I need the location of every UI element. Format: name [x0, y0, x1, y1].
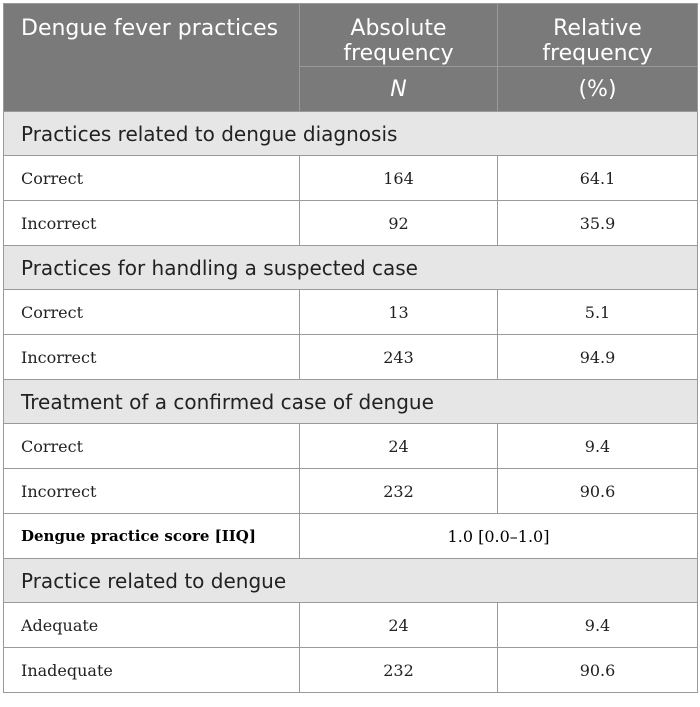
score-row — [4, 514, 698, 559]
row-pct: 64.1 — [498, 156, 698, 201]
row-pct: 9.4 — [498, 603, 698, 648]
table-row — [4, 603, 698, 648]
row-n: 24 — [300, 603, 498, 648]
row-label: Correct — [4, 290, 300, 335]
score-label: Dengue practice score [IIQ] — [4, 514, 300, 559]
header-percent: (%) — [498, 67, 698, 112]
row-n: 164 — [300, 156, 498, 201]
row-pct: 94.9 — [498, 335, 698, 380]
row-n: 13 — [300, 290, 498, 335]
header-n: N — [300, 67, 498, 112]
row-pct: 90.6 — [498, 469, 698, 514]
row-label: Correct — [4, 424, 300, 469]
section-title-practice: Practice related to dengue — [4, 559, 698, 603]
table-row — [4, 335, 698, 380]
row-n: 243 — [300, 335, 498, 380]
row-label: Incorrect — [4, 335, 300, 380]
row-pct: 35.9 — [498, 201, 698, 246]
table-row — [4, 290, 698, 335]
table-row — [4, 156, 698, 201]
row-label: Inadequate — [4, 648, 300, 693]
table-row — [4, 201, 698, 246]
row-n: 24 — [300, 424, 498, 469]
row-label: Adequate — [4, 603, 300, 648]
row-pct: 90.6 — [498, 648, 698, 693]
header-relative-frequency: Relative frequency — [498, 4, 698, 67]
dengue-practices-table — [3, 3, 698, 693]
section-title-confirmed-case: Treatment of a confirmed case of dengue — [4, 380, 698, 424]
table-row — [4, 424, 698, 469]
score-value: 1.0 [0.0–1.0] — [300, 514, 698, 559]
table-row — [4, 469, 698, 514]
row-n: 232 — [300, 469, 498, 514]
row-label: Incorrect — [4, 201, 300, 246]
section-title-suspected-case: Practices for handling a suspected case — [4, 246, 698, 290]
header-absolute-frequency: Absolute frequency — [300, 4, 498, 67]
row-label: Correct — [4, 156, 300, 201]
row-n: 232 — [300, 648, 498, 693]
table-row — [4, 648, 698, 693]
header-practices: Dengue fever practices — [4, 4, 300, 112]
row-pct: 9.4 — [498, 424, 698, 469]
row-n: 92 — [300, 201, 498, 246]
row-label: Incorrect — [4, 469, 300, 514]
row-pct: 5.1 — [498, 290, 698, 335]
section-title-diagnosis: Practices related to dengue diagnosis — [4, 112, 698, 156]
